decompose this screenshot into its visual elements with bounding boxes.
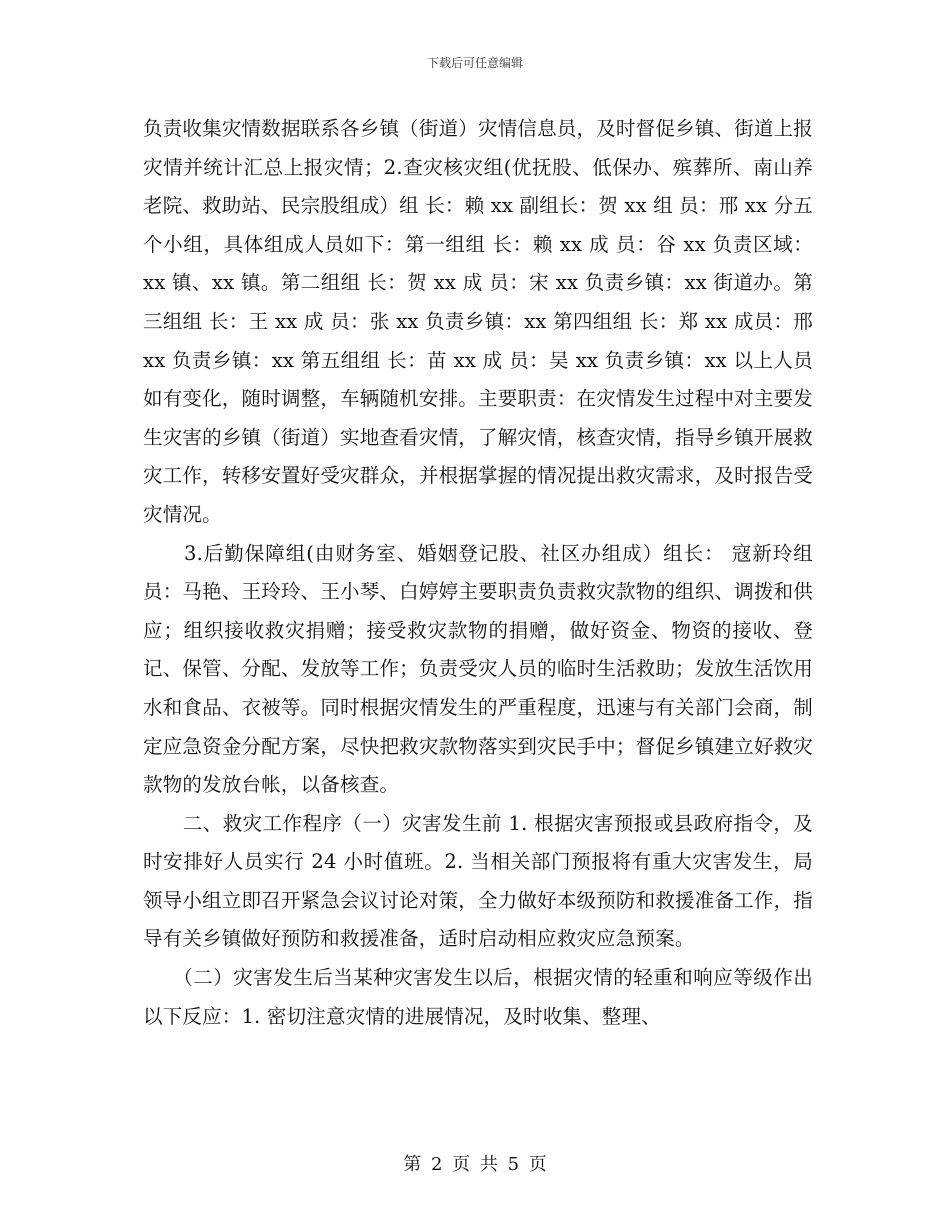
paragraph-2: 3.后勤保障组(由财务室、婚姻登记股、社区办组成）组长： 寇新玲组员：马艳、王玲玲、王小琴、白婷婷主要职责负责救灾款物的组织、调拨和供应；组织接收救灾捐赠；接受救灾款物的捐赠，做好资金、物资的接收、登记、保管、分配、发放等工作；负责受灾人员的临时生活救助；发放生活饮用水和食品、衣被等。同时根据灾情发生的严重程度，迅速与有关部门会商，制定应急资金分配方案，尽快把救灾款物落实到灾民手中；督促乡镇建立好救灾款物的发放台帐，以备核查。 [143, 541, 813, 797]
document-body [143, 110, 820, 1036]
paragraph-3: 二、救灾工作程序（一）灾害发生前 1. 根据灾害预报或县政府指令，及时安排好人员实行 24 小时值班。2. 当相关部门预报将有重大灾害发生，局领导小组立即召开紧急会议讨论对策，全力做好本级预防和救援准备工作，指导有关乡镇做好预防和救援准备，适时启动相应救灾应急预案。 [143, 811, 813, 951]
paragraph-4: （二）灾害发生后当某种灾害发生以后，根据灾情的轻重和响应等级作出以下反应：1. 密切注意灾情的进展情况，及时收集、整理、 [143, 966, 813, 1028]
page-header: 下载后可任意编辑 [426, 56, 523, 70]
paragraph-1: 负责收集灾情数据联系各乡镇（街道）灾情信息员，及时督促乡镇、街道上报灾情并统计汇总上报灾情；2.查灾核灾组(优抚股、低保办、殡葬所、南山养老院、救助站、民宗股组成）组 长：赖 xx 副组长：贺 xx 组 员：邢 xx 分五个小组，具体组成人员如下：第一组组 长：赖 xx 成 员：谷 xx 负责区域：xx 镇、xx 镇。第二组组 长：贺 xx 成 员：宋 xx 负责乡镇：xx 街道办。第三组组 长：王 xx 成 员：张 xx 负责乡镇：xx 第四组组 长：郑 xx 成员：邢 xx 负责乡镇：xx 第五组组 长：苗 xx 成 员：吴 xx 负责乡镇：xx 以上人员如有变化，随时调整，车辆随机安排。主要职责：在灾情发生过程中对主要发生灾害的乡镇（街道）实地查看灾情，了解灾情，核查灾情，指导乡镇开展救灾工作，转移安置好受灾群众，并根据掌握的情况提出救灾需求，及时报告受灾情况。 [143, 117, 820, 526]
page-footer: 第 2 页 共 5 页 [403, 1154, 547, 1175]
